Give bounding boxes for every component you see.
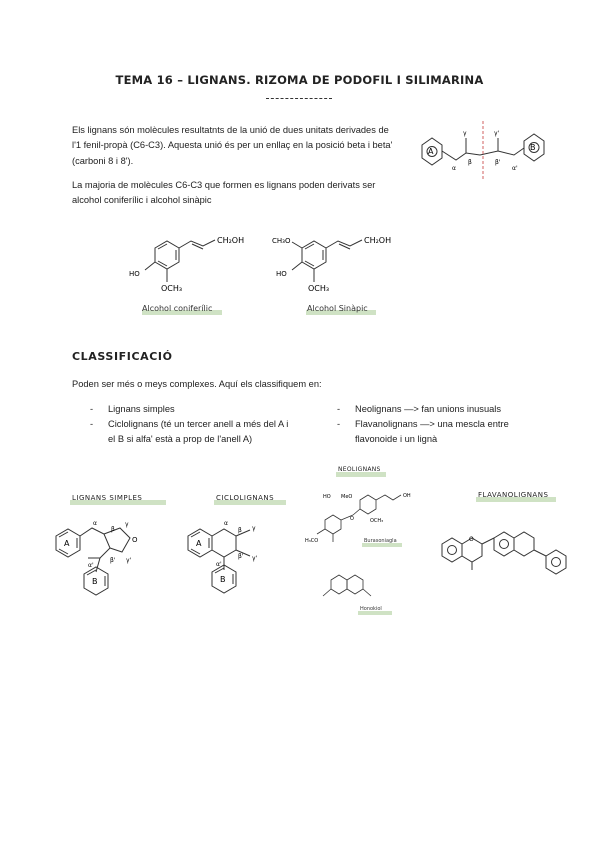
coniferyl-label: Alcohol coniferílic <box>142 304 213 313</box>
title-underline <box>266 98 332 99</box>
ciclo-beta-prime: β' <box>238 553 244 560</box>
sinapyl-och3: OCH₃ <box>308 284 330 293</box>
gamma-prime-label: γ' <box>494 130 500 137</box>
neolignan-example-2: Honokiol <box>360 606 382 612</box>
simples-beta: β <box>111 526 115 533</box>
ciclo-gamma-prime: γ' <box>252 555 258 562</box>
simples-alpha-prime: α' <box>88 562 94 569</box>
neo-och3: OCH₃ <box>370 518 384 524</box>
simples-ring-b: B <box>92 577 98 586</box>
coniferyl-alcohol-structure <box>125 232 275 307</box>
classificacio-intro: Poden ser més o meys complexes. Aquí els classifiquem en: <box>72 379 322 389</box>
ciclo-ring-b: B <box>220 575 226 584</box>
alpha-label: α <box>452 165 456 172</box>
list-item: - Flavanolignans —> una mescla entre flavonoide i un lignà <box>337 417 537 447</box>
beta-label: β <box>468 159 472 166</box>
classification-list-right <box>337 402 537 447</box>
alpha-prime-label: α' <box>512 165 518 172</box>
list-item: - Neolignans —> fan unions inusuals <box>337 402 537 417</box>
neolignan-example-1: Burasoniagla <box>364 538 397 544</box>
ring-b-label: B <box>530 143 536 152</box>
intro-paragraph-1: Els lignans són molècules resultatnts de la unió de dues unitats derivades de l'1 fenil-propà (C6-C3). Aquesta unió és per un enllaç en la posició beta i beta' (carboni 8 i 8'). <box>72 125 393 166</box>
ciclolignans-structure <box>180 512 290 607</box>
simples-oxygen: O <box>132 536 138 544</box>
gamma-label: γ <box>463 130 467 137</box>
neolignans-label: NEOLIGNANS <box>338 466 381 473</box>
simples-beta-prime: β' <box>110 557 116 564</box>
intro-paragraph-2: La majoria de molècules C6-C3 que formen es lignans poden derivats ser alcohol coniferílic i alcohol sinàpic <box>72 180 376 206</box>
ring-a-label: A <box>428 147 434 156</box>
sinapyl-ho: HO <box>276 270 287 278</box>
neo-ho: HO <box>323 494 331 500</box>
beta-prime-label: β' <box>495 159 501 166</box>
coniferyl-och3: OCH₃ <box>161 284 183 293</box>
classification-list-left <box>90 402 290 447</box>
neo-meo: MeO <box>341 494 353 500</box>
neolignans-structure <box>305 480 425 620</box>
neo-h3co: H₃CO <box>305 538 319 544</box>
simples-alpha: α <box>93 520 97 527</box>
simples-ring-a: A <box>64 539 70 548</box>
sinapyl-label: Alcohol Sinàpic <box>307 304 368 313</box>
lignan-skeleton-diagram <box>408 118 578 188</box>
ciclo-alpha: α <box>224 520 228 527</box>
lignans-simples-structure <box>48 512 168 607</box>
flavanolignans-structure <box>436 510 576 590</box>
ciclolignans-label: CICLOLIGNANS <box>216 494 275 502</box>
ciclo-gamma: γ <box>252 525 256 532</box>
sinapyl-ch2oh: CH₂OH <box>364 236 392 245</box>
neo-oh: OH <box>403 493 411 499</box>
lignans-simples-label: LIGNANS SIMPLES <box>72 494 143 502</box>
ciclo-beta: β <box>238 527 242 534</box>
page-title: TEMA 16 – LIGNANS. RIZOMA DE PODOFIL I SILIMARINA <box>115 73 484 87</box>
ciclo-alpha-prime: α' <box>216 561 222 568</box>
coniferyl-ch2oh: CH₂OH <box>217 236 245 245</box>
coniferyl-ho: HO <box>129 270 140 278</box>
list-item: - Ciclolignans (té un tercer anell a més del A i el B si alfa' està a prop de l'anell A) <box>90 417 290 447</box>
simples-gamma-prime: γ' <box>126 557 132 564</box>
neo-o: O <box>350 516 354 522</box>
ciclo-ring-a: A <box>196 539 202 548</box>
sinapyl-alcohol-structure <box>268 232 418 307</box>
flavano-oxygen: O <box>469 536 474 543</box>
flavanolignans-label: FLAVANOLIGNANS <box>478 491 549 499</box>
sinapyl-ch3o: CH₃O <box>272 237 291 245</box>
simples-gamma: γ <box>125 521 129 528</box>
section-heading-classificacio: CLASSIFICACIÓ <box>72 350 173 363</box>
list-item: - Lignans simples <box>90 402 290 417</box>
